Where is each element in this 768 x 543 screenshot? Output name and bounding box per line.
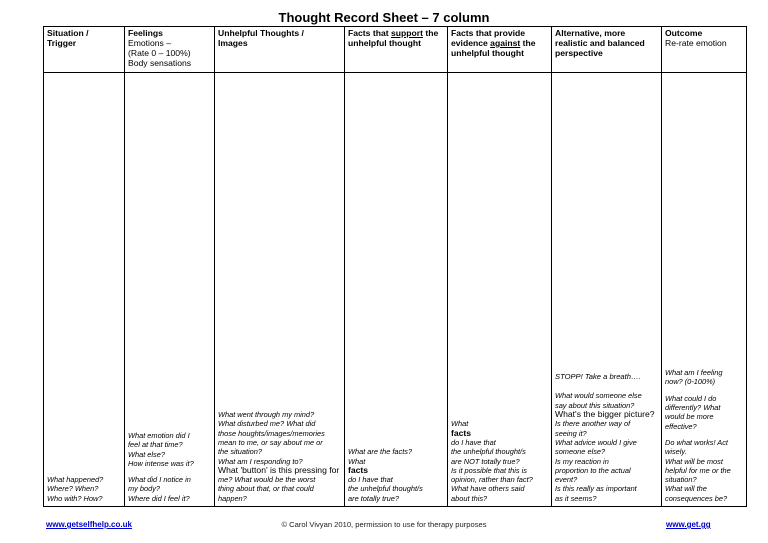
header-feelings: Feelings Emotions – (Rate 0 – 100%) Body sensations <box>125 27 215 73</box>
header-alternative: Alternative, more realistic and balanced perspective <box>552 27 662 73</box>
header-row <box>44 27 747 73</box>
cell-situation[interactable] <box>44 73 125 507</box>
outcome-prompts: What am I feeling now? (0-100%) What could I do differently? What would be more effective? Do what works! Act wisely. What will be most helpful for me or the situation? What will the consequences be? <box>665 368 731 503</box>
header-situation: Situation / Trigger <box>44 27 125 73</box>
feelings-prompts: What emotion did I feel at that time? What else? How intense was it? What did I notice in my body? Where did I feel it? <box>128 430 194 503</box>
footer-link-getselfhelp[interactable]: www.getselfhelp.co.uk <box>46 520 132 529</box>
situation-prompts: What happened? Where? When? Who with? How? <box>47 475 104 503</box>
header-facts-support: Facts that support the unhelpful thought <box>345 27 448 73</box>
cell-alternative[interactable] <box>552 73 662 507</box>
copyright-notice: © Carol Vivyan 2010, permission to use for therapy purposes <box>281 520 487 529</box>
support-prompts: What are the facts? What facts do I have that the unhelpful thought/s are totally true? <box>348 447 423 503</box>
unhelpful-prompts: What went through my mind? What disturbed me? What did those houghts/images/memories mean to me, or say about me or the situation? What am I responding to? What 'button' is this pressing for me? What would be the worst thing about that, or that could happen? <box>218 410 340 503</box>
header-outcome: Outcome Re-rate emotion <box>662 27 747 73</box>
cell-outcome[interactable] <box>662 73 747 507</box>
cell-unhelpful-thoughts[interactable] <box>215 73 345 507</box>
page-title: Thought Record Sheet – 7 column <box>278 10 490 25</box>
cell-facts-against[interactable] <box>448 73 552 507</box>
cell-facts-support[interactable] <box>345 73 448 507</box>
header-facts-against: Facts that provide evidence against the unhelpful thought <box>448 27 552 73</box>
against-prompts: What facts do I have that the unhelpful thought/s are NOT totally true? Is it possible that this is opinion, rather than fact? What have others said about this? <box>451 419 533 503</box>
header-unhelpful-thoughts: Unhelpful Thoughts / Images <box>215 27 345 73</box>
alternative-prompts: STOPP! Take a breath…. What would someone else say about this situation? What's the bigger picture? Is there another way of seeing it? What advice would I give someone else? Is my reaction in proportion to the actual event? Is this really as important as it seems? <box>555 372 655 503</box>
thought-record-table <box>43 26 747 507</box>
entry-row <box>44 73 747 507</box>
footer-link-getgg[interactable]: www.get.gg <box>666 520 711 529</box>
cell-feelings[interactable] <box>125 73 215 507</box>
